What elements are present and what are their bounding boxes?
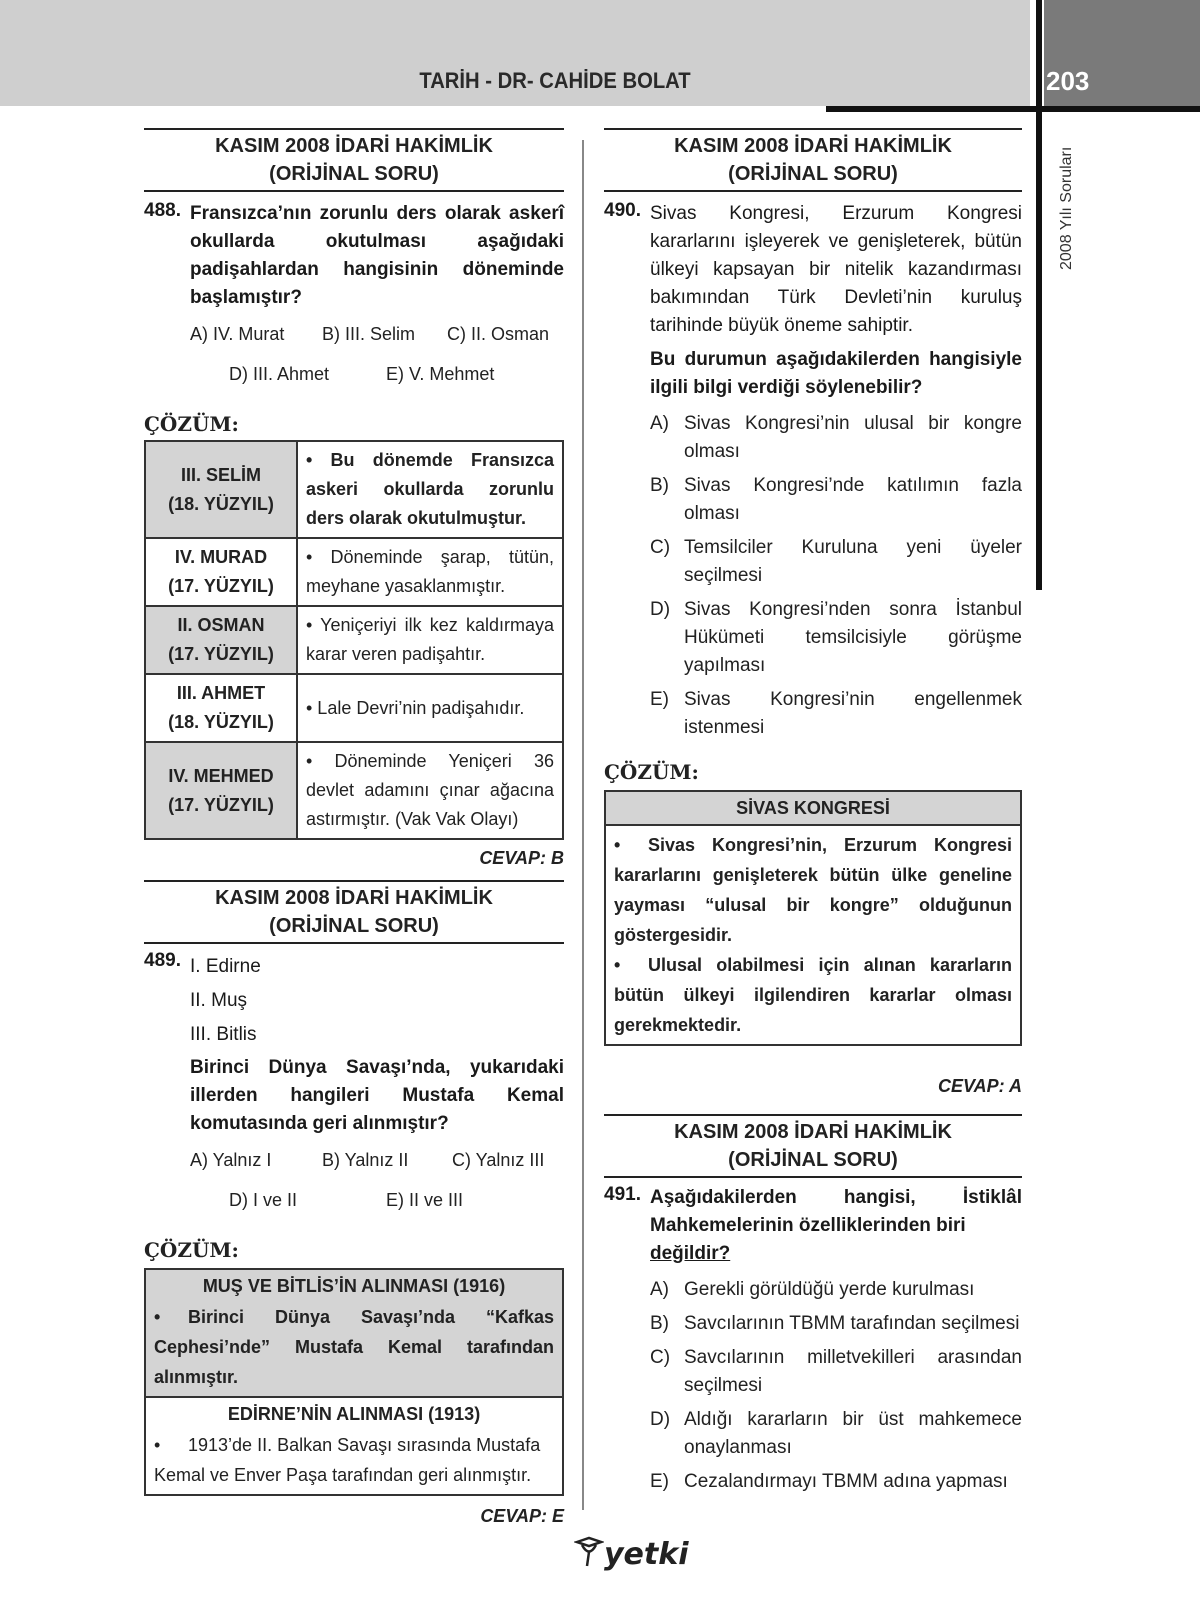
- ruler-century: (17. YÜZYIL): [168, 644, 274, 664]
- option-c[interactable]: C) II. Osman: [447, 324, 550, 344]
- answer-option-d[interactable]: [650, 1406, 1022, 1462]
- solution-box: [144, 1268, 564, 1496]
- question-prompt: Bu durumun aşağıdakilerden hangisiyle ilgili bilgi verdiği söylenebilir?: [650, 349, 1022, 398]
- box-title: EDİRNE’NİN ALINMASI (1913): [146, 1396, 562, 1430]
- bullet-icon: •: [154, 1435, 161, 1455]
- answer-option-e[interactable]: [650, 686, 1022, 742]
- box-paragraph: [614, 950, 1012, 1040]
- section-heading-line2: (ORİJİNAL SORU): [728, 1149, 898, 1171]
- ruler-cell: [145, 538, 297, 606]
- ruler-name: III. AHMET: [176, 683, 266, 703]
- box-title: MUŞ VE BİTLİS’İN ALINMASI (1916): [146, 1270, 562, 1302]
- option-text: Sivas Kongresi’nden sonra İstanbul Hükümeti temsilcisiyle görüşme yapılması: [684, 599, 1022, 676]
- option-letter: E): [650, 1471, 669, 1492]
- option-letter: B): [650, 475, 669, 496]
- ruler-name: IV. MEHMED: [168, 765, 274, 786]
- answer-option-a[interactable]: [650, 410, 1022, 466]
- table-row: [145, 441, 563, 538]
- option-d[interactable]: D) III. Ahmet: [229, 364, 330, 384]
- section-heading-line1: KASIM 2008 İDARİ HAKİMLİK: [215, 887, 493, 909]
- question-491: [604, 1114, 1022, 1496]
- option-text: Aldığı kararların bir üst mahkemece onaylanması: [684, 1409, 1022, 1458]
- box-paragraph-text: Sivas Kongresi’nin, Erzurum Kongresi kararlarını genişleterek bütün ülke geneline yayması “ulusal bir kongre” olduğunun göstergesidir.: [614, 835, 1012, 945]
- list-item: I. Edirne: [190, 956, 261, 977]
- option-a[interactable]: A) IV. Murat: [190, 324, 285, 344]
- ruler-century: (17. YÜZYIL): [168, 794, 274, 815]
- solution-table: [144, 440, 564, 840]
- box-paragraph: 1913’de II. Balkan Savaşı sırasında Mustafa Kemal ve Enver Paşa tarafından geri alınmıştır.: [154, 1435, 541, 1485]
- option-letter: A): [650, 1279, 669, 1300]
- question-text: Aşağıdakilerden hangisi, İstiklâl Mahkemelerinin özelliklerinden biri: [650, 1187, 1022, 1236]
- answer-option-c[interactable]: [650, 1344, 1022, 1400]
- logo-text: yetki: [604, 1537, 689, 1572]
- fact-cell: • Lale Devri’nin padişahıdır.: [297, 674, 563, 742]
- answer-option-d[interactable]: [650, 596, 1022, 680]
- table-row: [145, 742, 563, 839]
- option-e[interactable]: E) V. Mehmet: [386, 364, 495, 384]
- section-heading-line1: KASIM 2008 İDARİ HAKİMLİK: [215, 135, 493, 157]
- fact-cell: • Bu dönemde Fransızca askeri okullarda zorunlu ders olarak okutulmuştur.: [297, 441, 563, 538]
- page-header-title: TARİH - DR- CAHİDE BOLAT: [419, 68, 691, 93]
- vertical-rule: [1036, 0, 1042, 590]
- bullet-icon: •: [154, 1307, 161, 1327]
- solution-label: ÇÖZÜM:: [604, 760, 699, 784]
- fact-cell: • Döneminde şarap, tütün, meyhane yasaklanmıştır.: [297, 538, 563, 606]
- list-item: III. Bitlis: [190, 1024, 257, 1045]
- answer-option-e[interactable]: [650, 1468, 1022, 1496]
- option-letter: D): [650, 599, 671, 620]
- bullet-icon: •: [614, 955, 621, 975]
- horizontal-rule: [826, 106, 1200, 112]
- answer-label: CEVAP: B: [479, 848, 564, 868]
- section-heading-line1: KASIM 2008 İDARİ HAKİMLİK: [674, 1121, 952, 1143]
- option-letter: A): [650, 413, 669, 434]
- answer-label: CEVAP: E: [480, 1506, 564, 1526]
- table-row: [145, 674, 563, 742]
- fact-cell: • Döneminde Yeniçeri 36 devlet adamını çınar ağacına astırmıştır. (Vak Vak Olayı): [297, 742, 563, 839]
- box-text: [146, 1302, 562, 1396]
- option-text: Sivas Kongresi’nde katılımın fazla olması: [684, 475, 1022, 524]
- answer-option-c[interactable]: [650, 534, 1022, 590]
- question-text: Fransızca’nın zorunlu ders olarak askerî okullarda okutulması aşağıdaki padişahlardan hangisinin döneminde başlamıştır?: [190, 203, 564, 308]
- section-heading-line2: (ORİJİNAL SORU): [728, 163, 898, 185]
- answer-option-b[interactable]: [650, 1310, 1022, 1338]
- answer-option-a[interactable]: [650, 1276, 1022, 1304]
- section-heading-line1: KASIM 2008 İDARİ HAKİMLİK: [674, 135, 952, 157]
- ruler-cell: [145, 674, 297, 742]
- option-text: Sivas Kongresi’nin ulusal bir kongre olması: [684, 413, 1022, 462]
- section-heading: [144, 880, 564, 944]
- option-text: Savcılarının milletvekilleri arasından seçilmesi: [684, 1347, 1022, 1396]
- ruler-name: III. SELİM: [180, 464, 261, 485]
- solution-box: [604, 790, 1022, 1046]
- question-489: [144, 880, 564, 1527]
- ruler-name: II. OSMAN: [177, 615, 265, 635]
- ruler-cell: [145, 606, 297, 674]
- question-text: Birinci Dünya Savaşı’nda, yukarıdaki illerden hangileri Mustafa Kemal komutasında geri alınmıştır?: [190, 1057, 564, 1134]
- box-title: SİVAS KONGRESİ: [606, 792, 1020, 826]
- option-text: Temsilciler Kuruluna yeni üyeler seçilmesi: [684, 537, 1022, 586]
- section-heading: [144, 128, 564, 192]
- option-text: Sivas Kongresi’nin engellenmek istenmesi: [684, 689, 1022, 738]
- ruler-century: (17. YÜZYIL): [168, 576, 274, 596]
- side-label: 2008 Yılı Soruları: [1058, 146, 1075, 270]
- ruler-name: IV. MURAD: [174, 547, 268, 567]
- question-490: [604, 128, 1022, 1097]
- question-number: 491.: [604, 1184, 641, 1205]
- section-heading: [604, 128, 1022, 192]
- question-text: Sivas Kongresi, Erzurum Kongresi kararlarını işleyerek ve genişleterek, bütün ülkeyi kapsayan bir nitelik kazandırması bakımından Türk Devleti’nin kuruluş tarihinde büyük öneme sahiptir.: [650, 203, 1022, 336]
- publisher-logo: [574, 1536, 688, 1572]
- section-heading: [604, 1114, 1022, 1178]
- question-number: 488.: [144, 200, 181, 221]
- box-text: [146, 1430, 562, 1494]
- option-letter: B): [650, 1313, 669, 1334]
- section-heading-line2: (ORİJİNAL SORU): [269, 163, 439, 185]
- logo-icon: [574, 1536, 604, 1570]
- box-paragraph: [614, 830, 1012, 950]
- option-text: Savcılarının TBMM tarafından seçilmesi: [684, 1313, 1020, 1334]
- box-text: [606, 826, 1020, 1044]
- option-d[interactable]: D) I ve II: [229, 1190, 298, 1210]
- table-row: [145, 538, 563, 606]
- solution-label: ÇÖZÜM:: [144, 1238, 239, 1262]
- ruler-century: (18. YÜZYIL): [168, 712, 274, 732]
- answer-label: CEVAP: A: [937, 1076, 1022, 1096]
- solution-label: ÇÖZÜM:: [144, 412, 239, 436]
- box-paragraph-text: Ulusal olabilmesi için alınan kararların bütün ülkeyi ilgilendiren kararlar olması gerekmektedir.: [614, 955, 1012, 1035]
- question-number: 490.: [604, 200, 641, 221]
- list-item: II. Muş: [190, 990, 248, 1011]
- table-row: [145, 606, 563, 674]
- page-number: 203: [1046, 66, 1090, 96]
- bullet-icon: •: [614, 835, 621, 855]
- option-letter: D): [650, 1409, 671, 1430]
- question-488: [144, 128, 564, 869]
- question-negation: değildir?: [650, 1243, 731, 1264]
- option-text: Cezalandırmayı TBMM adına yapması: [684, 1471, 1008, 1492]
- option-b[interactable]: B) III. Selim: [322, 324, 416, 344]
- option-letter: C): [650, 1347, 671, 1368]
- ruler-cell: [145, 742, 297, 839]
- answer-option-b[interactable]: [650, 472, 1022, 528]
- option-a[interactable]: A) Yalnız I: [190, 1150, 272, 1170]
- box-paragraph: Birinci Dünya Savaşı’nda “Kafkas Cephesi’nde” Mustafa Kemal tarafından alınmıştır.: [154, 1307, 554, 1387]
- question-number: 489.: [144, 950, 181, 971]
- option-letter: E): [650, 689, 669, 710]
- column-divider: [582, 140, 584, 1510]
- option-text: Gerekli görüldüğü yerde kurulması: [684, 1279, 975, 1300]
- option-e[interactable]: E) II ve III: [386, 1190, 464, 1210]
- section-heading-line2: (ORİJİNAL SORU): [269, 915, 439, 937]
- fact-cell: • Yeniçeriyi ilk kez kaldırmaya karar veren padişahtır.: [297, 606, 563, 674]
- ruler-cell: [145, 441, 297, 538]
- option-letter: C): [650, 537, 671, 558]
- option-c[interactable]: C) Yalnız III: [452, 1150, 545, 1170]
- option-b[interactable]: B) Yalnız II: [322, 1150, 409, 1170]
- ruler-century: (18. YÜZYIL): [168, 493, 274, 514]
